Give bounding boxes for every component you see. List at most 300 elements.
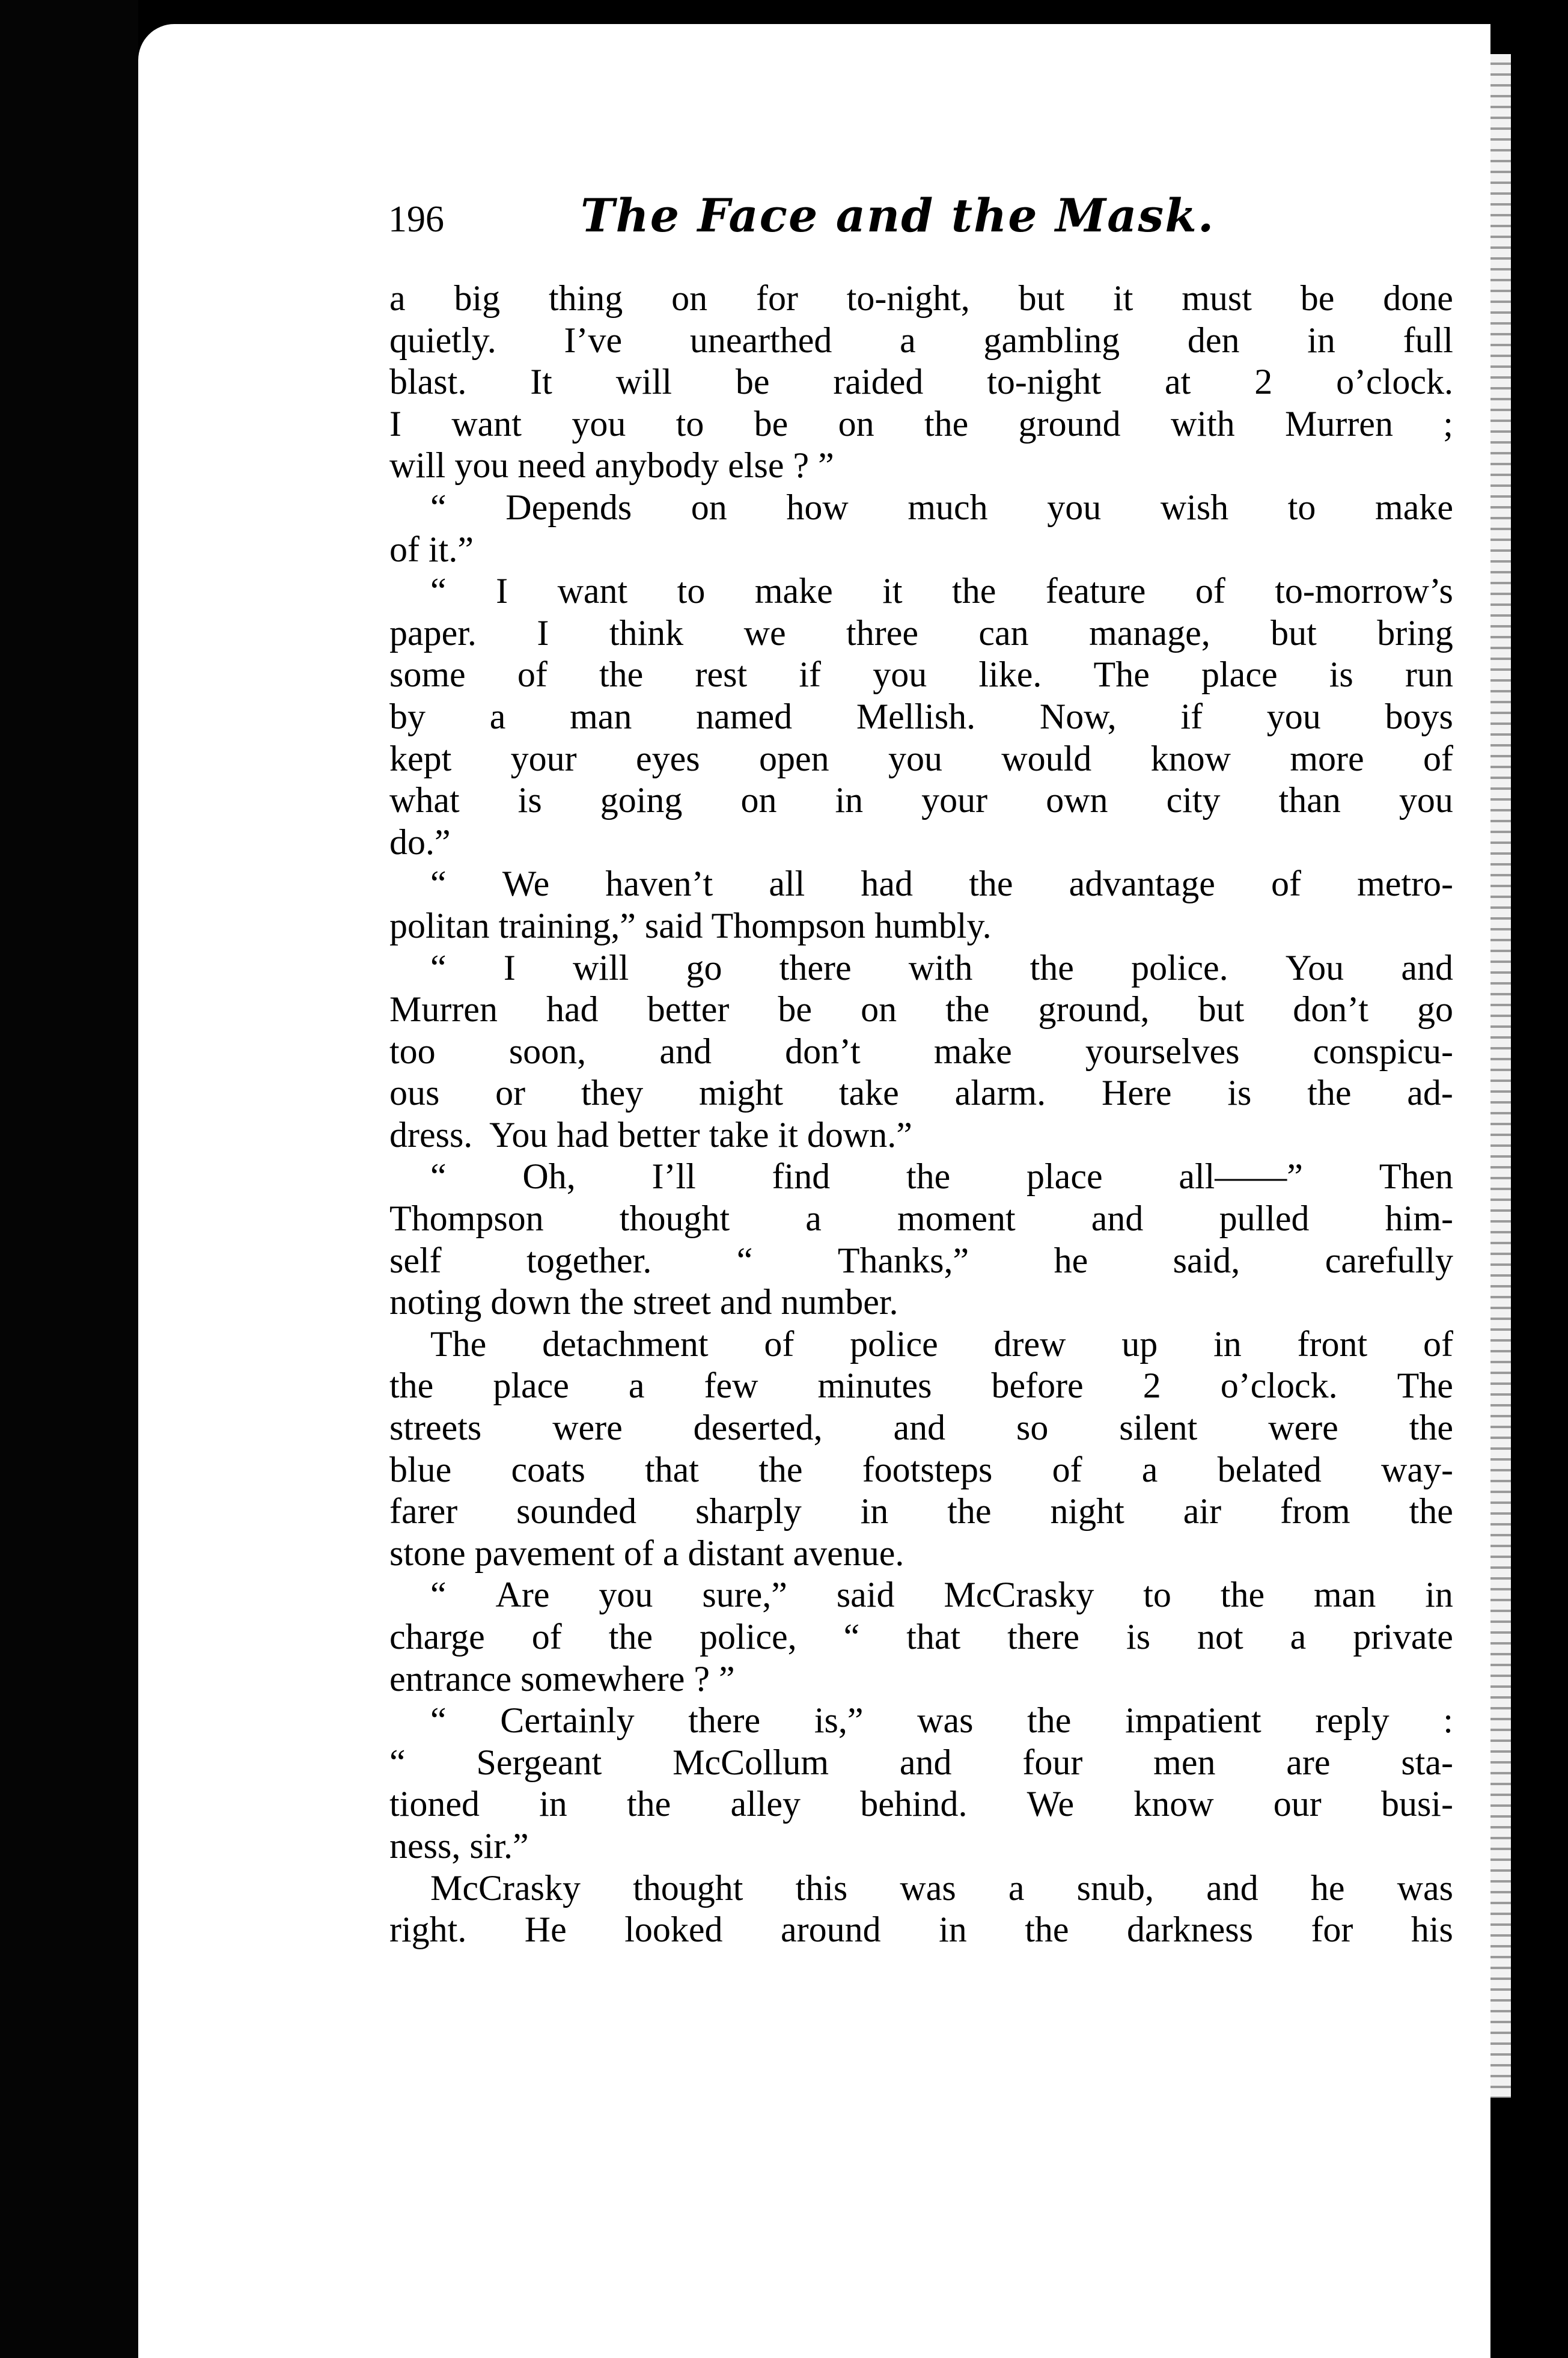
text-word: much — [908, 487, 988, 527]
text-word: sure,” — [702, 1575, 787, 1615]
text-word: three — [846, 612, 918, 653]
text-word: The — [1397, 1366, 1453, 1406]
text-word: pulled — [1219, 1199, 1310, 1239]
text-word: want — [451, 403, 522, 444]
text-word: on — [691, 487, 727, 527]
text-word: of — [1195, 571, 1225, 611]
text-word: the — [758, 1449, 803, 1489]
text-word: the — [1409, 1408, 1453, 1448]
text-word: want — [557, 571, 628, 611]
text-word: belated — [1217, 1449, 1322, 1489]
text-word: but — [1018, 278, 1065, 318]
text-word: silent — [1119, 1408, 1198, 1448]
text-word: of — [764, 1324, 795, 1364]
text-word: McCollum — [673, 1742, 829, 1782]
text-word: in — [1307, 320, 1335, 360]
text-word: in — [1425, 1575, 1453, 1615]
text-word: take — [838, 1073, 899, 1113]
text-word: you — [572, 403, 626, 444]
text-word: he — [1054, 1240, 1088, 1280]
text-word: “ — [430, 1156, 447, 1197]
text-word: own — [1046, 780, 1108, 820]
text-word: on — [740, 780, 777, 820]
text-word: do.” — [389, 822, 451, 862]
text-line — [389, 822, 1453, 864]
text-word: You — [1285, 947, 1344, 988]
text-word: haven’t — [605, 864, 713, 904]
text-line — [389, 1407, 1453, 1449]
text-word: in — [860, 1491, 889, 1532]
text-word: Now, — [1039, 696, 1117, 736]
text-word: were — [1268, 1408, 1338, 1448]
text-word: air — [1183, 1491, 1222, 1532]
text-word: from — [1280, 1491, 1350, 1532]
text-word: him- — [1385, 1199, 1453, 1239]
text-word: it — [1113, 278, 1133, 318]
text-word: the — [1409, 1491, 1453, 1532]
text-word: alarm. — [954, 1073, 1046, 1113]
text-line — [389, 947, 1453, 989]
text-word: Murren — [389, 989, 498, 1030]
text-word: to — [676, 403, 704, 444]
text-word: “ — [430, 864, 447, 904]
text-word: if — [799, 655, 821, 695]
text-word: open — [758, 738, 829, 778]
text-word: the — [599, 655, 644, 695]
text-word: the — [947, 1491, 992, 1532]
text-word: eyes — [635, 738, 700, 778]
text-word: “ — [430, 1700, 447, 1741]
text-word: front — [1297, 1324, 1368, 1364]
text-word: to — [677, 571, 706, 611]
text-word: Sergeant — [476, 1742, 602, 1782]
text-word: a — [1290, 1617, 1307, 1657]
text-word: of — [1271, 864, 1301, 904]
text-word: is — [1329, 655, 1353, 695]
text-word: rest — [695, 655, 748, 695]
text-line — [389, 1616, 1453, 1658]
text-word: coats — [511, 1449, 585, 1489]
text-word: of — [1423, 1324, 1453, 1364]
text-word: advantage — [1069, 864, 1215, 904]
text-word: is — [517, 780, 542, 820]
text-word: to-night, — [846, 278, 970, 318]
text-line — [389, 863, 1453, 905]
text-word: by — [389, 696, 426, 736]
text-word: all — [769, 864, 805, 904]
text-word: so — [1016, 1408, 1049, 1448]
text-word: like. — [978, 655, 1042, 695]
text-word: 2 — [1142, 1366, 1161, 1406]
text-word: a — [900, 320, 916, 360]
text-word: was — [1397, 1868, 1453, 1908]
text-line — [389, 1198, 1453, 1240]
text-word: bring — [1377, 612, 1453, 653]
text-word: said — [836, 1575, 895, 1615]
text-word: deserted, — [693, 1408, 823, 1448]
text-word: and — [1091, 1199, 1144, 1239]
text-word: more — [1290, 738, 1364, 778]
text-word: Certainly — [500, 1700, 635, 1741]
text-word: police, — [700, 1617, 797, 1657]
text-word: the — [389, 1366, 434, 1406]
text-word: I — [537, 612, 549, 653]
text-word: raided — [833, 362, 924, 402]
text-word: not — [1197, 1617, 1243, 1657]
text-word: paper. — [389, 612, 477, 653]
text-word: “ — [430, 947, 447, 988]
text-word: some — [389, 655, 466, 695]
text-word: a — [805, 1199, 822, 1239]
text-word: darkness — [1127, 1910, 1253, 1950]
text-word: conspicu- — [1313, 1031, 1453, 1071]
text-word: behind. — [860, 1784, 968, 1824]
text-word: too — [389, 1031, 436, 1071]
text-line — [389, 1156, 1453, 1198]
text-word: how — [786, 487, 849, 527]
text-word: He — [524, 1910, 567, 1950]
text-word: den — [1187, 320, 1240, 360]
text-word: ous — [389, 1073, 440, 1113]
text-word: drew — [993, 1324, 1066, 1364]
text-word: with — [1170, 403, 1235, 444]
text-word: politan training,” said Thompson humbly. — [389, 905, 992, 945]
text-word: yourselves — [1085, 1031, 1240, 1071]
text-word: with — [908, 947, 973, 988]
text-word: the — [969, 864, 1013, 904]
text-word: think — [609, 612, 684, 653]
text-word: go — [1417, 989, 1453, 1030]
text-word: thing — [548, 278, 623, 318]
text-word: 2 — [1254, 362, 1273, 402]
text-word: done — [1383, 278, 1453, 318]
text-word: Here — [1101, 1073, 1172, 1113]
text-word: named — [696, 696, 793, 736]
text-word: sounded — [516, 1491, 637, 1532]
text-word: before — [991, 1366, 1084, 1406]
text-word: to-night — [987, 362, 1102, 402]
text-word: for — [1311, 1910, 1353, 1950]
text-word: on — [861, 989, 897, 1030]
text-word: private — [1353, 1617, 1453, 1657]
text-line — [389, 1031, 1453, 1073]
text-word: o’clock. — [1220, 1366, 1338, 1406]
text-word: of it.” — [389, 529, 474, 569]
text-word: you — [873, 655, 927, 695]
text-word: We — [502, 864, 550, 904]
text-word: you — [1399, 780, 1453, 820]
text-word: be — [1300, 278, 1335, 318]
text-word: stone pavement of a distant avenue. — [389, 1533, 904, 1573]
text-word: self — [389, 1240, 442, 1280]
text-line — [389, 654, 1453, 696]
text-word: be — [754, 403, 789, 444]
text-word: noting down the street and number. — [389, 1282, 898, 1322]
body-text — [389, 278, 1453, 1951]
text-word: and — [1401, 947, 1453, 988]
text-word: in — [1213, 1324, 1242, 1364]
text-word: and — [899, 1742, 952, 1782]
text-word: man — [570, 696, 632, 736]
text-word: of — [1423, 738, 1453, 778]
text-word: quietly. — [389, 320, 496, 360]
text-word: than — [1278, 780, 1341, 820]
text-word: police — [850, 1324, 938, 1364]
text-word: a — [389, 278, 406, 318]
text-word: detachment — [542, 1324, 709, 1364]
text-word: place — [493, 1366, 569, 1406]
text-word: had — [861, 864, 914, 904]
text-word: make — [933, 1031, 1012, 1071]
text-word: ness, sir.” — [389, 1825, 529, 1866]
text-word: gambling — [983, 320, 1120, 360]
text-word: must — [1182, 278, 1252, 318]
text-word: impatient — [1125, 1700, 1261, 1741]
text-word: the — [608, 1617, 653, 1657]
text-word: “ — [736, 1240, 753, 1280]
text-word: be — [735, 362, 770, 402]
text-line — [389, 570, 1453, 612]
text-word: police. — [1131, 947, 1228, 988]
text-word: find — [772, 1156, 831, 1197]
text-word: soon, — [508, 1031, 587, 1071]
text-word: full — [1403, 320, 1453, 360]
text-word: know — [1133, 1784, 1214, 1824]
text-word: I’ll — [651, 1156, 696, 1197]
text-word: he — [1310, 1868, 1345, 1908]
text-word: your — [921, 780, 988, 820]
text-word: big — [454, 278, 501, 318]
text-line — [389, 696, 1453, 738]
text-word: and — [1206, 1868, 1258, 1908]
text-word: We — [1027, 1784, 1075, 1824]
text-word: is — [1126, 1617, 1151, 1657]
text-word: I’ve — [564, 320, 623, 360]
text-word: the — [952, 571, 996, 611]
text-word: o’clock. — [1336, 362, 1453, 402]
text-word: “ — [430, 1575, 447, 1615]
text-word: you — [1266, 696, 1321, 736]
text-word: are — [1286, 1742, 1331, 1782]
text-word: feature — [1045, 571, 1146, 611]
text-word: man — [1314, 1575, 1376, 1615]
text-word: few — [704, 1366, 758, 1406]
text-word: to-morrow’s — [1275, 571, 1453, 611]
text-word: unearthed — [689, 320, 832, 360]
text-word: the — [1307, 1073, 1352, 1113]
text-word: in — [939, 1910, 967, 1950]
text-word: in — [835, 780, 864, 820]
text-word: that — [645, 1449, 699, 1489]
text-line — [389, 278, 1453, 320]
text-word: but — [1198, 989, 1245, 1030]
text-line — [389, 1281, 1453, 1324]
text-word: the — [626, 1784, 671, 1824]
text-line — [389, 1365, 1453, 1407]
text-line — [389, 445, 1453, 487]
text-word: The — [430, 1324, 487, 1364]
text-word: wish — [1160, 487, 1229, 527]
text-word: footsteps — [862, 1449, 993, 1489]
text-word: for — [755, 278, 798, 318]
text-word: that — [906, 1617, 961, 1657]
text-line — [389, 1072, 1453, 1114]
text-word: boys — [1385, 696, 1453, 736]
text-line — [389, 1700, 1453, 1742]
text-line — [389, 1825, 1453, 1868]
text-line — [389, 1909, 1453, 1951]
text-word: “ — [389, 1742, 406, 1782]
text-word: men — [1153, 1742, 1216, 1782]
text-word: I — [389, 403, 401, 444]
text-word: or — [495, 1073, 526, 1113]
text-line — [389, 1533, 1453, 1575]
text-line — [389, 780, 1453, 822]
text-word: but — [1271, 612, 1317, 653]
text-line — [389, 1783, 1453, 1825]
text-word: a — [1008, 1868, 1025, 1908]
text-word: know — [1150, 738, 1231, 778]
text-word: don’t — [1293, 989, 1368, 1030]
book-binding-left — [0, 0, 138, 2358]
text-line — [389, 1449, 1453, 1491]
text-word: and — [893, 1408, 946, 1448]
text-word: ground — [1018, 403, 1121, 444]
text-word: will — [615, 362, 673, 402]
text-word: tioned — [389, 1784, 480, 1824]
text-word: place — [1201, 655, 1278, 695]
text-line — [389, 487, 1453, 529]
text-word: Are — [495, 1575, 550, 1615]
text-line — [389, 403, 1453, 445]
text-word: ad- — [1407, 1073, 1453, 1113]
text-word: make — [754, 571, 833, 611]
text-line — [389, 1868, 1453, 1910]
text-word: to — [1287, 487, 1316, 527]
text-line — [389, 1324, 1453, 1366]
text-word: can — [978, 612, 1029, 653]
text-line — [389, 612, 1453, 655]
text-word: “ — [430, 571, 447, 611]
text-word: go — [686, 947, 722, 988]
text-word: on — [671, 278, 708, 318]
text-word: to — [1143, 1575, 1171, 1615]
text-line — [389, 529, 1453, 571]
text-word: blast. — [389, 362, 467, 402]
text-word: they — [581, 1073, 644, 1113]
text-word: said, — [1173, 1240, 1240, 1280]
text-line — [389, 905, 1453, 947]
text-word: of — [517, 655, 548, 695]
text-word: night — [1050, 1491, 1124, 1532]
text-word: going — [600, 780, 683, 820]
text-word: together. — [526, 1240, 652, 1280]
text-word: charge — [389, 1617, 485, 1657]
running-title: The Face and the Mask. — [581, 189, 1215, 242]
text-word: dress. You had better take it down.” — [389, 1114, 912, 1155]
text-word: better — [647, 989, 730, 1030]
text-word: Oh, — [522, 1156, 576, 1197]
text-word: streets — [389, 1408, 482, 1448]
text-word: Murren — [1285, 403, 1393, 444]
text-word: is — [1227, 1073, 1252, 1113]
text-word: I — [496, 571, 508, 611]
text-word: McCrasky — [944, 1575, 1094, 1615]
text-word: there — [1007, 1617, 1080, 1657]
text-line — [389, 1658, 1453, 1700]
text-word: : — [1443, 1700, 1453, 1741]
text-word: right. — [389, 1910, 467, 1950]
text-word: place — [1027, 1156, 1103, 1197]
text-word: you — [888, 738, 942, 778]
text-word: the — [906, 1156, 951, 1197]
text-word: there — [779, 947, 852, 988]
text-line — [389, 361, 1453, 403]
page-header — [388, 180, 1452, 258]
text-word: sta- — [1401, 1742, 1453, 1782]
text-word: you — [599, 1575, 653, 1615]
text-word: The — [1093, 655, 1150, 695]
text-word: Mellish. — [856, 696, 976, 736]
text-word: would — [1001, 738, 1092, 778]
text-word: and — [659, 1031, 712, 1071]
text-word: his — [1411, 1910, 1453, 1950]
text-word: It — [530, 362, 552, 402]
text-word: what — [389, 780, 460, 820]
text-word: we — [743, 612, 786, 653]
text-line — [389, 989, 1453, 1031]
text-word: reply — [1315, 1700, 1390, 1741]
text-word: of — [531, 1617, 562, 1657]
text-word: at — [1165, 362, 1191, 402]
page-number: 196 — [388, 199, 444, 240]
text-word: ground, — [1038, 989, 1150, 1030]
text-word: around — [781, 1910, 881, 1950]
text-word: up — [1121, 1324, 1158, 1364]
text-word: in — [539, 1784, 567, 1824]
text-word: if — [1180, 696, 1203, 736]
text-line — [389, 1240, 1453, 1282]
text-word: the — [945, 989, 990, 1030]
text-word: metro- — [1357, 864, 1453, 904]
text-word: Thanks,” — [837, 1240, 969, 1280]
text-word: all——” — [1179, 1156, 1303, 1197]
text-word: snub, — [1076, 1868, 1154, 1908]
text-word: “ — [843, 1617, 860, 1657]
text-word: busi- — [1380, 1784, 1453, 1824]
text-word: run — [1405, 655, 1453, 695]
text-word: manage, — [1089, 612, 1210, 653]
text-word: of — [1052, 1449, 1082, 1489]
text-word: Then — [1379, 1156, 1453, 1197]
text-word: make — [1375, 487, 1453, 527]
text-word: was — [900, 1868, 956, 1908]
text-word: ; — [1443, 403, 1453, 444]
text-word: McCrasky — [430, 1868, 581, 1908]
text-line — [389, 1574, 1453, 1616]
text-word: minutes — [817, 1366, 932, 1406]
text-word: the — [1220, 1575, 1265, 1615]
text-word: farer — [389, 1491, 458, 1532]
text-word: alley — [730, 1784, 801, 1824]
text-word: was — [917, 1700, 974, 1741]
text-word: kept — [389, 738, 452, 778]
text-word: our — [1273, 1784, 1322, 1824]
text-word: city — [1166, 780, 1221, 820]
text-word: way- — [1381, 1449, 1453, 1489]
text-line — [389, 1114, 1453, 1156]
text-word: Depends — [505, 487, 632, 527]
